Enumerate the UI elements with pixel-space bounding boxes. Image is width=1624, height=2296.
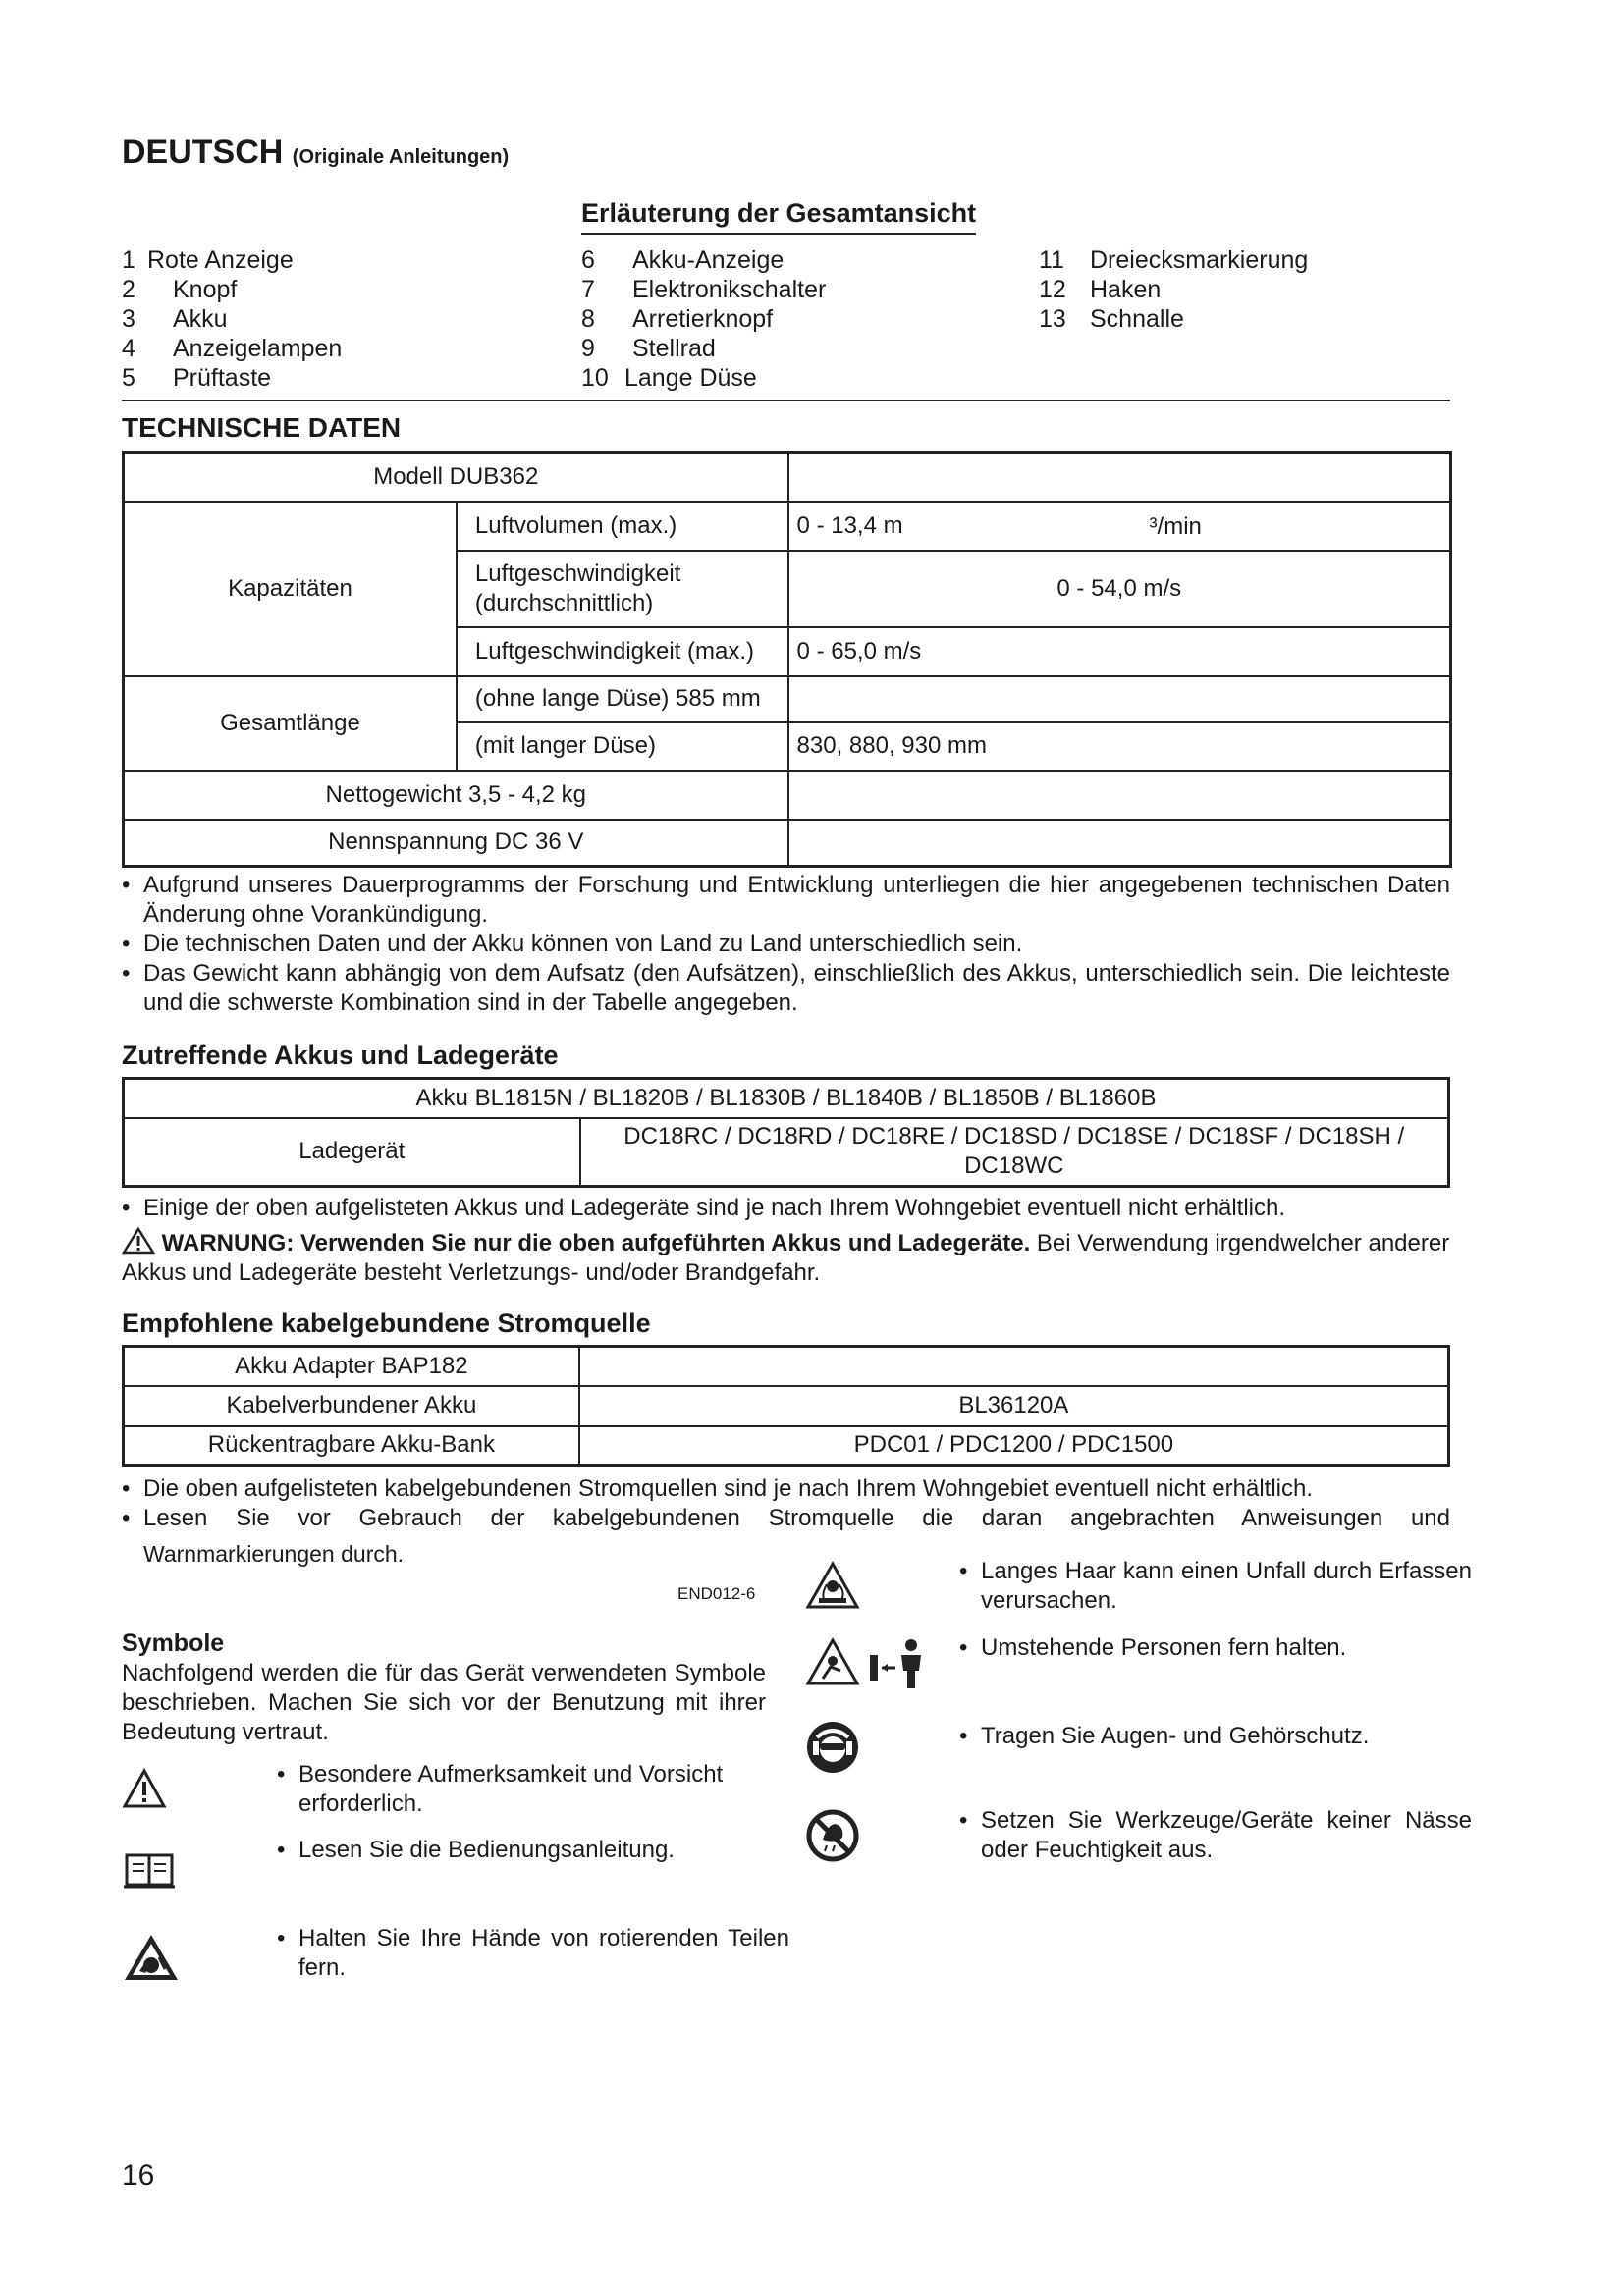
warning-triangle-icon <box>122 1767 167 1810</box>
language-label: DEUTSCH <box>122 133 284 171</box>
long-hair-icon <box>805 1561 860 1610</box>
overview-title: Erläuterung der Gesamtansicht <box>581 198 976 235</box>
empty-cell <box>788 676 1451 722</box>
empty-cell <box>579 1347 1449 1386</box>
empty-cell <box>788 771 1451 820</box>
tech-notes <box>122 871 1450 1018</box>
list-item: • Lesen Sie vor Gebrauch der kabelgebundenen Stromquelle die daran angebrachten Anweisungen und <box>122 1504 1450 1533</box>
power-value: BL36120A <box>579 1386 1449 1426</box>
batteries-title: Zutreffende Akkus und Ladegeräte <box>122 1041 559 1070</box>
legend-item: 2 Knopf <box>122 276 238 303</box>
table-row <box>124 1426 1449 1466</box>
batteries-table <box>122 1077 1450 1188</box>
legend-item: 13 Schnalle <box>1039 305 1184 333</box>
empty-cell <box>788 820 1451 867</box>
power-label: Rückentragbare Akku-Bank <box>124 1426 579 1466</box>
warning-triangle-icon <box>122 1227 155 1255</box>
list-item: • Die technischen Daten und der Akku können von Land zu Land unterschiedlich sein. <box>122 930 1450 959</box>
book-icon <box>122 1851 177 1891</box>
rotating-parts-icon <box>122 1932 181 1983</box>
symbol-description: • Langes Haar kann einen Unfall durch Erfassen verursachen. <box>959 1558 1472 1614</box>
legend-column-1 <box>122 245 342 393</box>
power-title: Empfohlene kabelgebundene Stromquelle <box>122 1308 651 1338</box>
table-row <box>124 1386 1449 1426</box>
symbol-description: • Besondere Aufmerksamkeit und Vorsicht erforderlich. <box>277 1761 724 1817</box>
table-row <box>124 502 1451 551</box>
symbol-description: • Lesen Sie die Bedienungsanleitung. <box>277 1837 675 1863</box>
air-volume-label: Luftvolumen (max.) <box>457 502 788 551</box>
length-with-label: (mit langer Düse) <box>457 722 788 771</box>
table-row <box>124 1118 1449 1187</box>
legend-item: 7 Elektronikschalter <box>581 276 827 303</box>
weight-cell: Nettogewicht 3,5 - 4,2 kg <box>124 771 788 820</box>
legend-item: 4 Anzeigelampen <box>122 335 343 362</box>
bystanders-icon <box>805 1635 933 1690</box>
air-speed-max-value: 0 - 65,0 m/s <box>788 627 1451 676</box>
legend-item: 8 Arretierknopf <box>581 305 774 333</box>
batteries-notes <box>122 1194 1450 1223</box>
legend-item: 10 Lange Düse <box>581 364 757 392</box>
length-label: Gesamtlänge <box>124 676 457 771</box>
doc-code: END012-6 <box>677 1584 756 1603</box>
air-speed-max-label: Luftgeschwindigkeit (max.) <box>457 627 788 676</box>
tech-table <box>122 451 1452 868</box>
language-subtitle: (Originale Anleitungen) <box>292 146 510 168</box>
power-table <box>122 1345 1450 1467</box>
voltage-cell: Nennspannung DC 36 V <box>124 820 788 867</box>
length-with-value: 830, 880, 930 mm <box>788 722 1451 771</box>
warning-block <box>122 1227 1450 1288</box>
symbols-intro: Nachfolgend werden die für das Gerät verwendeten Symbole beschrieben. Machen Sie sich vor der Benutzung mit ihrer Bedeutung vertraut. <box>122 1660 766 1745</box>
power-note-cont: Warnmarkierungen durch. <box>143 1541 405 1567</box>
page-number: 16 <box>122 2160 155 2192</box>
air-speed-avg-value: 0 - 54,0 m/s <box>788 551 1451 627</box>
symbols-title: Symbole <box>122 1629 225 1657</box>
legend-item: 3 Akku <box>122 305 228 333</box>
air-volume-value: 0 - 13,4 m ³/min <box>788 502 1451 551</box>
legend-item: 11 Dreiecksmarkierung <box>1039 246 1309 274</box>
language-heading <box>122 133 509 172</box>
symbol-description: • Umstehende Personen fern halten. <box>959 1634 1347 1661</box>
symbol-description: • Halten Sie Ihre Hände von rotierenden Teilen fern. <box>277 1925 789 1981</box>
battery-cell: Akku BL1815N / BL1820B / BL1830B / BL1840B / BL1850B / BL1860B <box>124 1079 1449 1118</box>
charger-value: DC18RC / DC18RD / DC18RE / DC18SD / DC18SE / DC18SF / DC18SH / DC18WC <box>580 1118 1449 1187</box>
symbol-description: • Setzen Sie Werkzeuge/Geräte keiner Nässe oder Feuchtigkeit aus. <box>959 1807 1472 1863</box>
list-item: • Die oben aufgelisteten kabelgebundenen Stromquellen sind je nach Ihrem Wohngebiet eventuell nicht erhältlich. <box>122 1474 1450 1504</box>
air-speed-avg-label: Luftgeschwindigkeit (durchschnittlich) <box>457 551 788 627</box>
list-item: • Aufgrund unseres Dauerprogramms der Forschung und Entwicklung unterliegen die hier angegebenen technischen Daten Änderung ohne Vorankündigung. <box>122 871 1450 930</box>
tech-title: TECHNISCHE DATEN <box>122 412 402 443</box>
table-row <box>124 1079 1449 1118</box>
legend-item: 5 Prüftaste <box>122 364 272 392</box>
list-item: • Das Gewicht kann abhängig von dem Aufsatz (den Aufsätzen), einschließlich des Akkus, unterschiedlich sein. Die leichteste und die schwerste Kombination sind in der Tabelle angegeben. <box>122 959 1450 1018</box>
no-rain-icon <box>805 1808 860 1863</box>
list-item: • Einige der oben aufgelisteten Akkus und Ladegeräte sind je nach Ihrem Wohngebiet eventuell nicht erhältlich. <box>122 1194 1450 1223</box>
legend-column-3 <box>1039 245 1308 334</box>
power-value: PDC01 / PDC1200 / PDC1500 <box>579 1426 1449 1466</box>
legend-item: 1 Rote Anzeige <box>122 246 294 274</box>
adapter-cell: Akku Adapter BAP182 <box>124 1347 579 1386</box>
eye-ear-protection-icon <box>805 1720 860 1775</box>
table-row <box>124 676 1451 722</box>
empty-cell <box>788 453 1451 502</box>
symbol-description: • Tragen Sie Augen- und Gehörschutz. <box>959 1723 1370 1749</box>
legend-item: 9 Stellrad <box>581 335 716 362</box>
table-row <box>124 453 1451 502</box>
warning-text: Bei Verwendung irgendwelcher anderer Akkus und Ladegeräte besteht Verletzungs- und/oder Brandgefahr. <box>122 1230 1450 1286</box>
legend-item: 6 Akku-Anzeige <box>581 246 785 274</box>
legend-column-2 <box>581 245 826 393</box>
table-row <box>124 820 1451 867</box>
power-label: Kabelverbundener Akku <box>124 1386 579 1426</box>
power-notes <box>122 1474 1450 1533</box>
warning-bold: WARNUNG: Verwenden Sie nur die oben aufgeführten Akkus und Ladegeräte. <box>161 1230 1031 1256</box>
charger-label: Ladegerät <box>124 1118 580 1187</box>
section-divider <box>122 400 1450 401</box>
length-without-cell: (ohne lange Düse) 585 mm <box>457 676 788 722</box>
model-cell: Modell DUB362 <box>124 453 788 502</box>
legend-item: 12 Haken <box>1039 276 1162 303</box>
table-row <box>124 1347 1449 1386</box>
table-row <box>124 771 1451 820</box>
capacities-label: Kapazitäten <box>124 502 457 676</box>
